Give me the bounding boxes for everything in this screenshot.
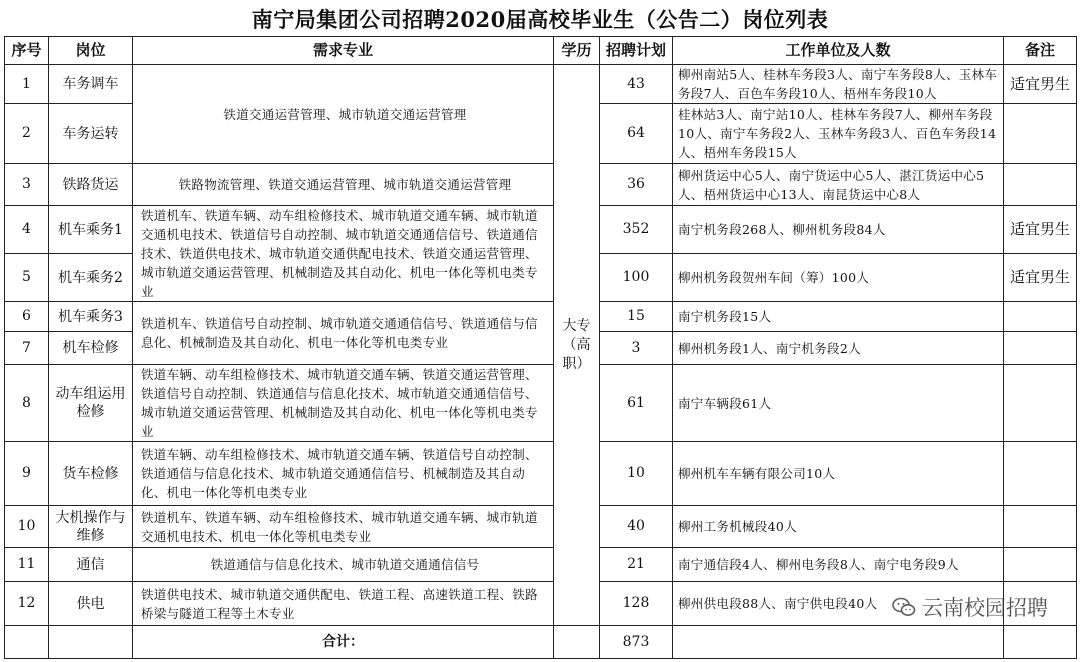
row-note xyxy=(1004,506,1077,548)
row-position: 机车检修 xyxy=(49,332,133,365)
row-position: 供电 xyxy=(49,582,133,626)
row-index: 6 xyxy=(5,302,49,332)
table-row xyxy=(5,206,1077,254)
header-row xyxy=(5,37,1077,65)
row-plan: 100 xyxy=(600,254,673,302)
row-note xyxy=(1004,442,1077,506)
row-major: 铁道车辆、动车组检修技术、城市轨道交通车辆、铁道交通运营管理、铁道信号自动控制、铁道通信与信息化技术、城市轨道交通通信信号、城市轨道交通运营管理、机械制造及其自动化、机电一体化等机电类专业 xyxy=(133,365,554,442)
row-major: 铁道交通运营管理、城市轨道交通运营管理 xyxy=(133,65,554,164)
total-value: 873 xyxy=(600,626,673,659)
wechat-icon xyxy=(892,595,916,619)
row-units: 柳州供电段88人、南宁供电段40人 xyxy=(673,582,1004,626)
table-row xyxy=(5,365,1077,442)
header-major: 需求专业 xyxy=(133,37,554,65)
row-units: 柳州机务段贺州车间（筹）100人 xyxy=(673,254,1004,302)
row-units: 南宁机务段15人 xyxy=(673,302,1004,332)
row-major: 铁道机车、铁道车辆、动车组检修技术、城市轨道交通车辆、城市轨道交通机电技术、机电一体化等机电类专业 xyxy=(133,506,554,548)
row-index: 11 xyxy=(5,548,49,582)
header-plan: 招聘计划 xyxy=(600,37,673,65)
row-plan: 15 xyxy=(600,302,673,332)
row-plan: 21 xyxy=(600,548,673,582)
table-row xyxy=(5,164,1077,206)
total-empty-units xyxy=(673,626,1004,659)
row-units: 柳州机车车辆有限公司10人 xyxy=(673,442,1004,506)
total-empty-note xyxy=(1004,626,1077,659)
positions-table xyxy=(4,36,1077,659)
table-row xyxy=(5,506,1077,548)
row-units: 桂林站3人、南宁站10人、桂林车务段7人、柳州车务段10人、南宁车务段2人、玉林车务段3人、百色车务段14人、梧州车务段15人 xyxy=(673,104,1004,164)
total-empty-position xyxy=(49,626,133,659)
row-index: 4 xyxy=(5,206,49,254)
row-position: 机车乘务3 xyxy=(49,302,133,332)
row-position: 货车检修 xyxy=(49,442,133,506)
row-major: 铁道机车、铁道信号自动控制、城市轨道交通通信信号、铁道通信与信息化、机械制造及其自动化、机电一体化等机电类专业 xyxy=(133,302,554,365)
row-index: 3 xyxy=(5,164,49,206)
row-major: 铁道车辆、动车组检修技术、城市轨道交通车辆、铁道信号自动控制、铁道通信与信息化技术、城市轨道交通通信信号、机械制造及其自动化、机电一体化等机电类专业 xyxy=(133,442,554,506)
row-note xyxy=(1004,365,1077,442)
row-plan: 128 xyxy=(600,582,673,626)
watermark xyxy=(892,592,1048,622)
header-note: 备注 xyxy=(1004,37,1077,65)
education-cell xyxy=(554,65,600,626)
row-units: 南宁通信段4人、柳州电务段8人、南宁电务段9人 xyxy=(673,548,1004,582)
row-index: 2 xyxy=(5,104,49,164)
table-row xyxy=(5,302,1077,332)
row-index: 8 xyxy=(5,365,49,442)
row-note xyxy=(1004,302,1077,332)
row-index: 5 xyxy=(5,254,49,302)
row-note xyxy=(1004,104,1077,164)
row-position: 机车乘务1 xyxy=(49,206,133,254)
row-major: 铁路物流管理、铁道交通运营管理、城市轨道交通运营管理 xyxy=(133,164,554,206)
row-plan: 352 xyxy=(600,206,673,254)
total-row xyxy=(5,626,1077,659)
row-plan: 40 xyxy=(600,506,673,548)
header-education: 学历 xyxy=(554,37,600,65)
row-note xyxy=(1004,164,1077,206)
table-row xyxy=(5,65,1077,104)
row-major: 铁道供电技术、城市轨道交通供配电、铁道工程、高速铁道工程、铁路桥梁与隧道工程等土木专业 xyxy=(133,582,554,626)
row-units: 柳州南站5人、桂林车务段3人、南宁车务段8人、玉林车务段7人、百色车务段10人、梧州车务段10人 xyxy=(673,65,1004,104)
row-position: 车务运转 xyxy=(49,104,133,164)
row-position: 动车组运用检修 xyxy=(49,365,133,442)
row-index: 1 xyxy=(5,65,49,104)
table-row xyxy=(5,548,1077,582)
row-index: 9 xyxy=(5,442,49,506)
row-note xyxy=(1004,548,1077,582)
row-plan: 61 xyxy=(600,365,673,442)
total-empty-education xyxy=(554,626,600,659)
row-units: 南宁机务段268人、柳州机务段84人 xyxy=(673,206,1004,254)
header-units: 工作单位及人数 xyxy=(673,37,1004,65)
row-position: 铁路货运 xyxy=(49,164,133,206)
row-index: 7 xyxy=(5,332,49,365)
row-plan: 43 xyxy=(600,65,673,104)
row-position: 大机操作与维修 xyxy=(49,506,133,548)
row-plan: 64 xyxy=(600,104,673,164)
row-note: 适宜男生 xyxy=(1004,206,1077,254)
row-index: 10 xyxy=(5,506,49,548)
row-plan: 3 xyxy=(600,332,673,365)
education-value: 大专（高职） xyxy=(562,317,591,372)
row-position: 机车乘务2 xyxy=(49,254,133,302)
row-units: 柳州机务段1人、南宁机务段2人 xyxy=(673,332,1004,365)
row-units: 南宁车辆段61人 xyxy=(673,365,1004,442)
row-position: 车务调车 xyxy=(49,65,133,104)
row-index: 12 xyxy=(5,582,49,626)
row-note xyxy=(1004,332,1077,365)
row-note: 适宜男生 xyxy=(1004,65,1077,104)
row-major: 铁道机车、铁道车辆、动车组检修技术、城市轨道交通车辆、城市轨道交通机电技术、铁道信号自动控制、城市轨道交通通信信号、铁道通信技术、铁道供电技术、城市轨道交通供配电技术、铁道交通运营管理、城市轨道交通运营管理、机械制造及其自动化、机电一体化等机电类专业 xyxy=(133,206,554,302)
row-plan: 36 xyxy=(600,164,673,206)
row-position: 通信 xyxy=(49,548,133,582)
row-units: 柳州工务机械段40人 xyxy=(673,506,1004,548)
row-note: 适宜男生 xyxy=(1004,254,1077,302)
page-title: 南宁局集团公司招聘2020届高校毕业生（公告二）岗位列表 xyxy=(251,7,829,32)
table-row xyxy=(5,442,1077,506)
total-label: 合计： xyxy=(133,626,554,659)
header-index: 序号 xyxy=(5,37,49,65)
watermark-text: 云南校园招聘 xyxy=(922,596,1048,620)
total-empty-index xyxy=(5,626,49,659)
row-units: 柳州货运中心5人、南宁货运中心5人、湛江货运中心5人、梧州货运中心13人、南昆货运中心8人 xyxy=(673,164,1004,206)
row-plan: 10 xyxy=(600,442,673,506)
header-position: 岗位 xyxy=(49,37,133,65)
row-major: 铁道通信与信息化技术、城市轨道交通通信信号 xyxy=(133,548,554,582)
